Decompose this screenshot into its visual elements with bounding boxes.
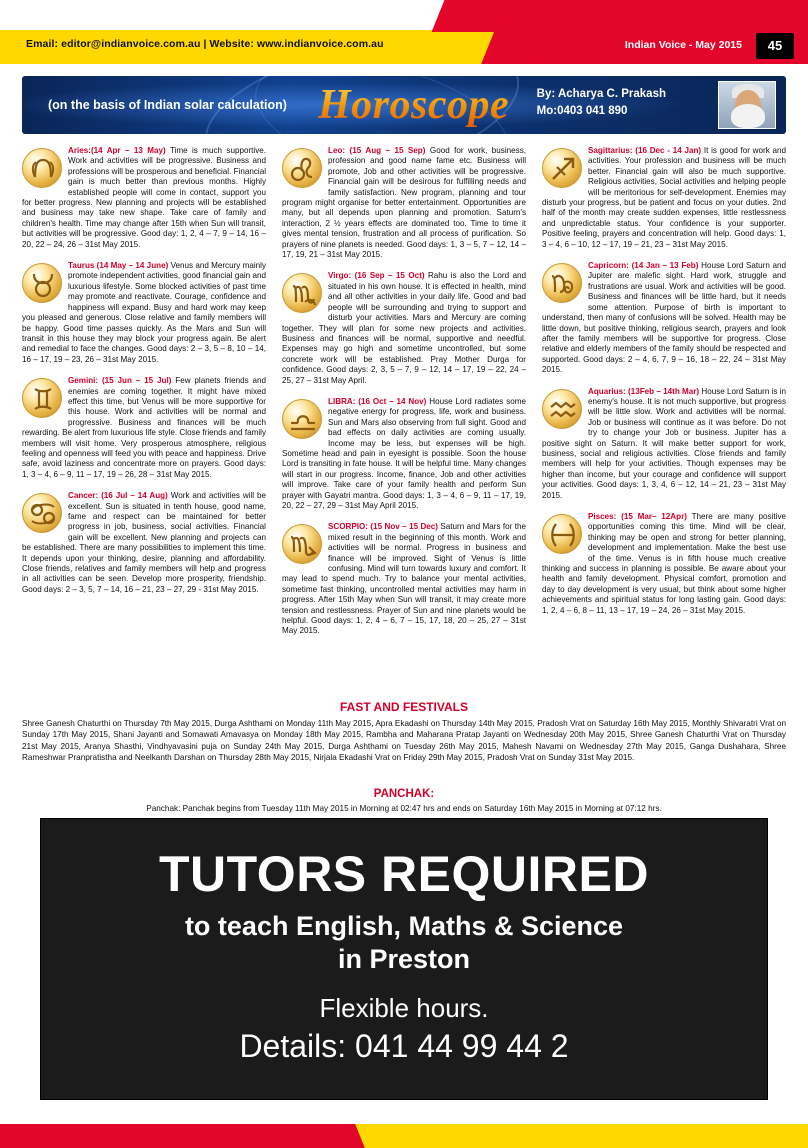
horoscope-entry-libra xyxy=(282,397,526,511)
sagittarius-body: It is good for work and activities. Your profession and business will be much better. Financial gain will also be much supportive. Religious activities, Social activities and helping people will be meritorious for self-development. Enemies may disturb your progress, but be patient and focus on your duties. 2nd half of the month may create sudden expenses, little restlessness and unpredictable status. Your confidence is your supporter. Positive feeling, prayers and concentration will help. Good days: 1, 3 – 4, 6 – 10, 12 – 17, 19 – 21, 23 – 31st May 2015. xyxy=(542,146,786,249)
horoscope-entry-taurus xyxy=(22,261,266,365)
ad-subject-line: to teach English, Maths & Science xyxy=(184,911,624,941)
panchak-title: PANCHAK: xyxy=(373,788,435,800)
pisces-body: There are many positive opportunities coming this time. Mind will be clear, thinking may be open and strong for better planning, development and implementation. Make the best use of the time. Venus is in fifth house much creative thinking and success in planning is possible. Be aware about your health and family development. Physical comfort, promotion and day to day development is very usual, but think about some higher achievements and spiritual status for long lasting gain. Good days: 1, 2, 4 – 6, 8 – 11, 13 – 17, 19 – 24, 26 – 31st May 2015. xyxy=(542,512,787,615)
capricorn-body: House Lord Saturn and Jupiter are malefic sight. Hard work, struggle and frustrations are usual. Work and activities will be good. Business and finances will be little hard, but it needs some attention. Purpose of birth is important to understand, then many of confusions will be solved. Health may be little down, but positive thinking, religious search, prayers and look after the family members will be supportive for progress. Close relative and elderly members of the family should be respected and supported. Good days: 2 – 4, 6, 7, 9 – 16, 18 – 22, 24 – 31st May 2015. xyxy=(542,261,786,375)
header-red-top-band xyxy=(488,0,808,32)
horoscope-column-1 xyxy=(22,146,266,606)
author-photo-beard xyxy=(731,104,765,128)
page-number: 45 xyxy=(756,33,794,59)
aquarius-body: House Lord Saturn is in enemy's house. It is not much supportive, but progress will be little slow. Work and activities will be normal. Job or business will continue as it was before. Do not try to change your Job or business. Jupiter has a positive sight on Saturn. It will make better support for work, business, social and religious activities. Close friends and family members will help for your activities. Though expenses may be higher than income, but your courage and confidence will support your activities. Good days: 1, 3, 4, 6 – 12, 14 – 21, 23 – 31st May 2015. xyxy=(542,386,786,500)
issue-label: Indian Voice - May 2015 xyxy=(624,39,742,51)
ad-location-line: in Preston xyxy=(337,944,471,974)
horoscope-entry-virgo xyxy=(282,271,526,385)
horoscope-entry-leo xyxy=(282,146,526,260)
aries-name: Aries:(14 Apr – 13 May) xyxy=(68,146,166,155)
footer-red-slant xyxy=(295,1124,365,1148)
horoscope-banner xyxy=(22,76,786,134)
horoscope-entry-gemini xyxy=(22,376,266,480)
libra-icon xyxy=(282,399,322,439)
ad-hours-line: Flexible hours. xyxy=(319,993,489,1023)
horoscope-column-3 xyxy=(542,146,786,627)
sagittarius-name: Sagittarius: (16 Dec - 14 Jan) xyxy=(588,146,702,155)
leo-icon xyxy=(282,148,322,188)
aries-icon xyxy=(22,148,62,188)
taurus-name: Taurus (14 May – 14 June) xyxy=(68,261,169,271)
ad-headline: TUTORS REQUIRED xyxy=(159,846,649,902)
capricorn-icon xyxy=(542,263,582,303)
horoscope-entry-aquarius xyxy=(542,387,786,501)
aquarius-icon xyxy=(542,389,582,429)
aquarius-name: Aquarius: (13Feb – 14th Mar) xyxy=(588,386,700,396)
taurus-icon xyxy=(22,263,62,303)
cancer-name: Cancer: (16 Jul – 14 Aug) xyxy=(68,491,168,501)
scorpio-body: Saturn and Mars for the mixed result in the beginning of this month. Work and activities will be normal. Progress in business and finance will be improved. Sight of Venus is little confusing. Mind will turn towards luxury and comfort. It may lead to spend much. Try to balance your mental activities, sometime fast thinking, uncontrolled mental activities may harm in progress. After 15th May when Sun will transit, it may create more tension and restlessness. Prayer of Sun and nine planets would be helpful. Good days: 1, 2, 4 – 6, 7 – 15, 17, 18, 20 – 25, 27 – 31st May 2015. xyxy=(282,522,526,636)
horoscope-entry-aries xyxy=(22,146,266,250)
virgo-body: Rahu is also the Lord and situated in his own house. It is effected in health, mind and all other activities in your daily life. Good and bad people will be surrounding and trying to support and disturb your activities. Mars and Mercury are coming together. They will plan for some new projects and activities. Business and finances will be normal, supportive and needful. Expenses may go high and sometime uncontrolled, but some concrete work will be established. Pray Mother Durga for confidence. Good days: 2, 3, 5 – 7, 9 – 12, 14 – 17, 19 – 22, 24 – 25, 27 – 31st May April. xyxy=(282,271,527,385)
panchak-body: Panchak: Panchak begins from Tuesday 11th May 2015 in Morning at 02:47 hrs and ends on Saturday 16th May 2015 in Morning at 07:12 hrs. xyxy=(146,804,662,813)
virgo-name: Virgo: (16 Sep – 15 Oct) xyxy=(328,271,425,281)
gemini-name: Gemini: (15 Jun – 15 Jul) xyxy=(68,376,172,386)
header-red-top-slant xyxy=(432,0,515,32)
leo-body: Good for work, business, profession and good name fame etc. Business will promote, Job and other activities will be progressive. Financial gain will be desirous for fulfilling needs and family satisfaction. New program, planning and tour program might organise for better entertainment. Opportunities are many, but all depends upon planning and promotion. Saturn's interaction, 2 ½ years effects are dominated too. Time to time it gives mental tension, frustration and all process of purification. So prayers of nine planets is needed. Good days: 1, 3 – 5, 7 – 12, 14 – 17, 19, 21 – 31st May 2015. xyxy=(282,146,526,260)
pisces-name: Pisces: (15 Mar– 12Apr) xyxy=(588,512,687,521)
horoscope-entry-pisces xyxy=(542,512,786,616)
banner-subtitle: (on the basis of Indian solar calculation) xyxy=(48,98,287,112)
footer-red-band xyxy=(0,1124,320,1148)
ad-contact-line: Details: 041 44 99 44 2 xyxy=(239,1028,569,1064)
horoscope-entry-sagittarius xyxy=(542,146,786,250)
sagittarius-icon xyxy=(542,148,582,188)
banner-author: By: Acharya C. Prakash xyxy=(536,88,666,100)
horoscope-entry-cancer xyxy=(22,491,266,595)
gemini-body: Few planets friends and enemies are coming together. It might have mixed effect this time, but Venus will be more supportive for this house. Work and activities will be normal and progressive. Business and finances will be much rewarding. Be alert from luxurious life style. Close friends and family members will visit home. Very prosperous atmosphere, religious feeling and openness will feed you with peace and happiness. Drive safe, avoid laziness and concentrate more on prayers. Good days: 1, 3 – 4, 6 – 9, 11 – 17, 19 – 26, 28 – 31st May 2015. xyxy=(22,376,267,479)
taurus-body: Venus and Mercury mainly promote independent activities, good financial gain and luxurious lifestyle. Some blocked activities of past time may promote and reactivate. Courage, confidence and happiness will expand. Busy and hard work may keep you pleased and generous. Close relative and family members will be happy. Good time passes quickly. As the Mars and Sun will transit in this house they may block your progress again. Be alert and remedial to face the changes. Good days: 2 – 3, 5 – 8, 10 – 14, 16 – 17, 19 – 23, 26 – 31st May 2015. xyxy=(22,261,267,364)
virgo-icon xyxy=(282,273,322,313)
gemini-icon xyxy=(22,378,62,418)
horoscope-column-2 xyxy=(282,146,526,648)
pisces-icon xyxy=(542,514,582,554)
banner-author-block xyxy=(537,86,666,120)
festivals-body: Shree Ganesh Chaturthi on Thursday 7th May 2015, Durga Ashthami on Monday 11th May 2015, Apra Ekadashi on Thursday 14th May 2015, Pradosh Vrat on Saturday 16th May 2015, Monthly Shivaratri Vrat on Sunday 17th May 2015, Shani Jayanti and Somawati Amavasya on Monday 18th May 2015, Rambha and Maharana Pratap Jayanti on Wednesday 20th May 2015, Shree Ganesh Chaturthi Vrat on Thursday 21st May 2015, Aranya Shasthi, Vindhyavasini puja on Sunday 24th May 2015, Durga Ashthami on Tuesday 26th May 2015, Mahesh Navami on Wednesday 27th May 2015, Ganga Dushahara, Shree Rameshwar Pranpratistha and Neelkanth Darshan on Thursday 28th May 2015, Nirjala Ekadashi Vrat on Friday 29th May 2015, Pradosh Vrat on Sunday 31st May 2015. xyxy=(22,719,787,762)
scorpio-icon xyxy=(282,524,322,564)
capricorn-name: Capricorn: (14 Jan – 13 Feb) xyxy=(588,261,699,271)
page-footer xyxy=(0,1124,808,1148)
horoscope-entry-capricorn xyxy=(542,261,786,375)
banner-title: Horoscope xyxy=(318,82,510,128)
advertisement-block xyxy=(40,818,768,1100)
cancer-body: Work and activities will be excellent. Sun is situated in tenth house, good name, fame and respect can be maintained for better progress in job, business, social activities. Financial gain will be excellent. New planning and projects can be established. There are many possibilities to implement this time. It depends upon your thinking, desire, planning and affordability. Close friends, relatives and family members will help and progress in all activities can be seen. Develop more prosperity, friendship. Good days: 2 – 3, 5, 7 – 14, 16 – 21, 23 – 27, 29 - 31st May 2015. xyxy=(22,491,267,594)
cancer-icon xyxy=(22,493,62,533)
publisher-contact: Email: editor@indianvoice.com.au | Website: www.indianvoice.com.au xyxy=(26,38,384,50)
aries-body: Time is much supportive. Work and activities will be progressive. Business and professions will be prosperous and beneficial. Financial gain is much better than previous months. Highly established people will come in contact, support you for better progress. New planning and projects will be established and business may take new shape. Take care of family and children's health. Time may change after 15th when Sun will transit, but activities will be progressive. Good day: 1, 2, 4 – 7, 9 – 14, 16 – 20, 22 – 24, 26 – 31st May 2015. xyxy=(22,146,266,249)
festivals-title: FAST AND FESTIVALS xyxy=(339,700,468,714)
libra-name: LIBRA: (16 Oct – 14 Nov) xyxy=(328,396,427,406)
horoscope-columns xyxy=(22,146,786,696)
libra-body: House Lord radiates some negative energy for progress, life, work and business. Sun and Mars also observing from full sight. Good and bad effects on daily activities are coming usually. Income may be less, but expenses will be high. Sometime head and pain in eyesight is possible. Soon the house Lord is transiting in fate house. It will be helpful time. Many changes will start in our progress. Income, finance, Job and other activities will improve. Take care of your family health and perform Sun prayer with Gayatri mantra. Good days: 1, 3 – 4, 6 – 9, 11 – 17, 19, 20, 22 – 27, 29 – 31st May April 2015. xyxy=(282,396,526,510)
leo-name: Leo: (15 Aug – 15 Sep) xyxy=(328,146,426,155)
author-photo xyxy=(718,81,776,129)
horoscope-entry-scorpio xyxy=(282,522,526,636)
page-header xyxy=(0,0,808,70)
scorpio-name: SCORPIO: (15 Nov – 15 Dec) xyxy=(328,522,439,532)
banner-phone: Mo:0403 041 890 xyxy=(536,105,628,117)
